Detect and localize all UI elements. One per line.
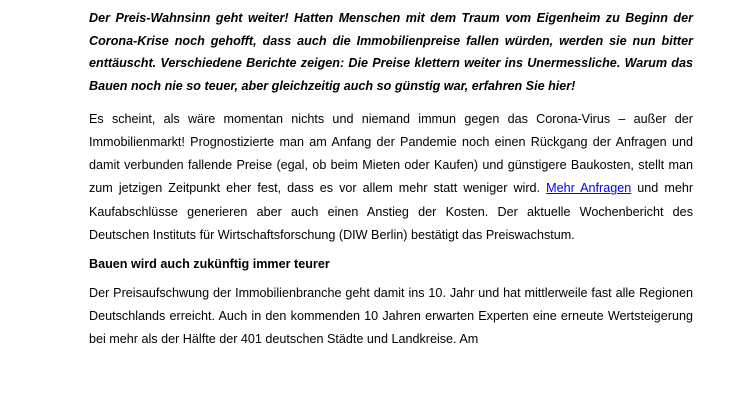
body-paragraph-2: Der Preisaufschwung der Immobilienbranche geht damit ins 10. Jahr und hat mittlerweile fast alle Regionen Deutschlands erreicht. Auch in den kommenden 10 Jahren erwarten Experten eine erneute Wertsteigerung bei mehr als der Hälfte der 401 deutschen Städte und Landkreise. Am xyxy=(89,286,693,347)
body-paragraph-1 xyxy=(89,108,693,247)
paragraph-1-text-start: Es scheint, als wäre momentan nichts und niemand immun gegen das Corona-Virus – außer der Immobilienmarkt! Prognostizierte man am Anfang der Pandemie noch einen Rückgang der Anfragen und damit verbunden fallende Preise (egal, ob beim Mieten oder Kaufen) und günstigere Baukosten, stellt man zum jetzigen Zeitpunkt eher fest, dass es vor allem mehr statt weniger wird. xyxy=(89,111,693,196)
section-heading: Bauen wird auch zukünftig immer teurer xyxy=(89,257,330,272)
paragraph-1-text-end: und mehr Kaufabschlüsse generieren aber auch einen Anstieg der Kosten. Der aktuelle Wochenbericht des Deutschen Instituts für Wirtschaftsforschung (DIW Berlin) bestätigt das Preiswachstum. xyxy=(89,181,694,242)
document-page xyxy=(89,0,693,351)
lead-paragraph: Der Preis-Wahnsinn geht weiter! Hatten Menschen mit dem Traum vom Eigenheim zu Beginn der Corona-Krise noch gehofft, dass auch die Immobilienpreise fallen würden, werden sie nun bitter enttäuscht. Verschiedene Berichte zeigen: Die Preise klettern weiter ins Unermessliche. Warum das Bauen noch nie so teuer, aber gleichzeitig auch so günstig war, erfahren Sie hier! xyxy=(89,11,693,94)
mehr-anfragen-link[interactable]: Mehr Anfragen xyxy=(546,181,632,196)
